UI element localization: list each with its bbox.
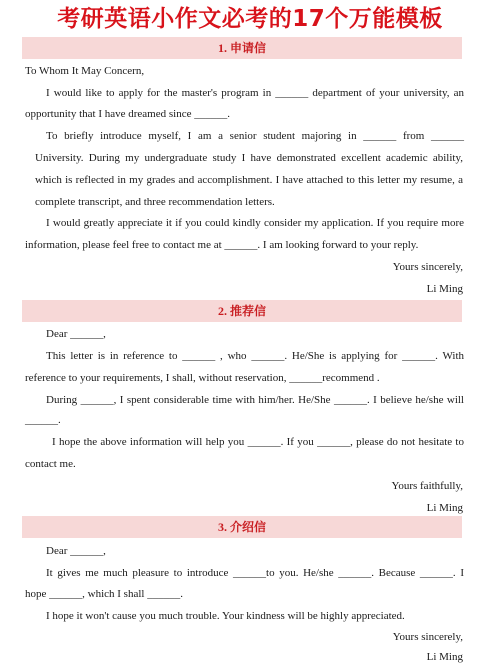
paragraph-line: reference to your requirements, I shall, without reservation, ______recommend . <box>25 372 380 384</box>
salutation: Dear ______, <box>46 328 106 340</box>
paragraph-line: University. During my undergraduate study I have demonstrated excellent academic ability, <box>35 152 463 164</box>
paragraph-line: hope ______, which I shall ______. <box>25 588 183 600</box>
section-heading-application-letter: 1. 申请信 <box>22 37 462 59</box>
paragraph-line: contact me. <box>25 458 76 470</box>
paragraph-line: information, please feel free to contact me at ______. I am looking forward to your reply. <box>25 239 419 251</box>
signature-name: Li Ming <box>426 502 463 514</box>
paragraph-line: It gives me much pleasure to introduce ______to you. He/she ______. Because ______. I <box>46 567 464 579</box>
signature-name: Li Ming <box>426 283 463 295</box>
signature-name: Li Ming <box>426 651 463 663</box>
closing: Yours faithfully, <box>391 480 463 492</box>
paragraph-line: To briefly introduce myself, I am a senior student majoring in ______ from ______ <box>46 130 464 142</box>
paragraph-line: This letter is in reference to ______ , who ______. He/She is applying for ______. With <box>46 350 464 362</box>
section-heading-introduction-letter: 3. 介绍信 <box>22 516 462 538</box>
salutation: Dear ______, <box>46 545 106 557</box>
closing: Yours sincerely, <box>392 261 463 273</box>
paragraph-line: opportunity that I have dreamed since ______. <box>25 108 230 120</box>
section-heading-recommendation-letter: 2. 推荐信 <box>22 300 462 322</box>
paragraph-line: I would greatly appreciate it if you could kindly consider my application. If you require more <box>46 217 464 229</box>
document-title: 考研英语小作文必考的17个万能模板 <box>57 6 443 32</box>
paragraph-line: ______. <box>25 414 61 426</box>
paragraph-line: During ______, I spent considerable time with him/her. He/She ______. I believe he/she will <box>46 394 464 406</box>
closing: Yours sincerely, <box>392 631 463 643</box>
paragraph-line: I hope it won't cause you much trouble. Your kindness will be highly appreciated. <box>46 610 405 622</box>
paragraph-line: I would like to apply for the master's program in ______ department of your university, an <box>46 87 464 99</box>
paragraph-line: which is reflected in my grades and accomplishment. I have attached to this letter my resume, a <box>35 174 463 186</box>
salutation: To Whom It May Concern, <box>25 65 145 77</box>
paragraph-line: I hope the above information will help you ______. If you ______, please do not hesitate to <box>52 436 464 448</box>
paragraph-line: complete transcript, and three recommendation letters. <box>35 196 275 208</box>
